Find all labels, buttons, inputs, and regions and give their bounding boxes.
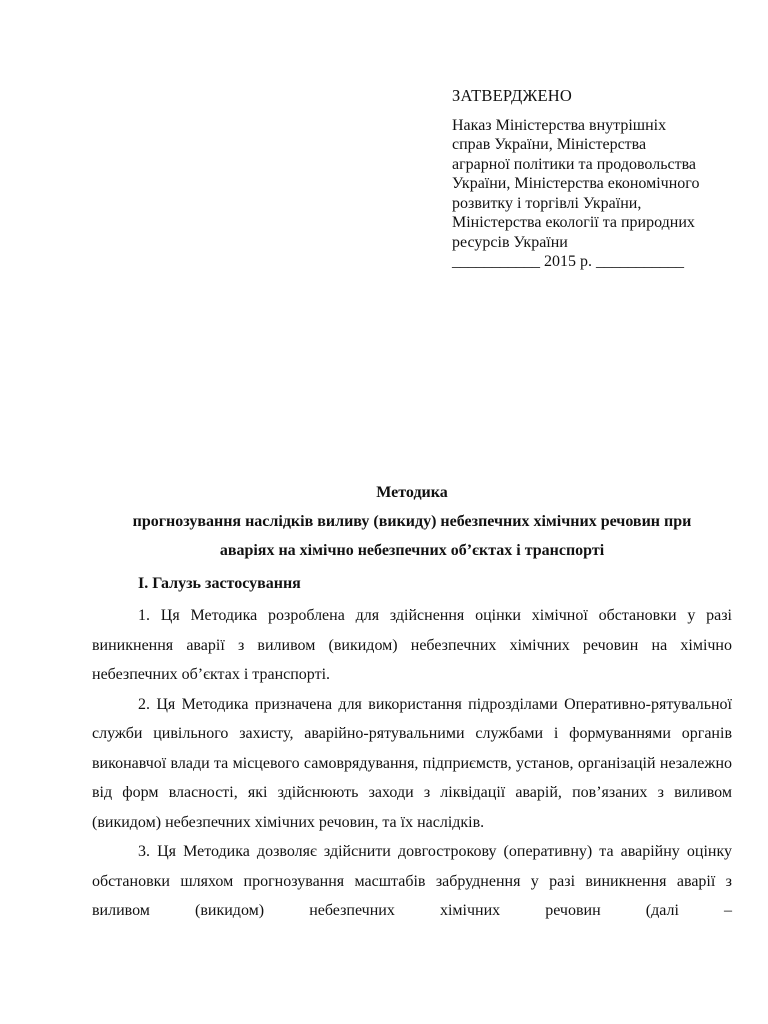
- approval-line: Міністерства екології та природних: [452, 214, 695, 231]
- approval-line: України, Міністерства економічного: [452, 175, 700, 192]
- approval-line: аграрної політики та продовольства: [452, 155, 697, 173]
- approval-line: розвитку і торгівлі України,: [452, 194, 642, 212]
- section-heading: І. Галузь застосування: [138, 575, 301, 592]
- document-title: [92, 478, 732, 565]
- approval-stamp-block: [452, 86, 742, 272]
- title-line-2: прогнозування наслідків виливу (викиду) небезпечних хімічних речовин при: [132, 513, 692, 530]
- approval-line: Наказ Міністерства внутрішніх: [452, 116, 667, 134]
- paragraph-2: 2. Ця Методика призначена для використання підрозділами Оперативно-рятувальної служби цивільного захисту, аварійно-рятувальними службами і формуваннями органів виконавчої влади та місцевого самоврядування, підприємств, установ, організацій незалежно від форм власності, які здійснюють заходи з ліквідації аварій, пов’язаних з виливом (викидом) небезпечних хімічних речовин, та їх наслідків.: [92, 695, 732, 831]
- body-text: [92, 601, 732, 926]
- paragraph-3: 3. Ця Методика дозволяє здійснити довгострокову (оперативну) та аварійну оцінку обстановки шляхом прогнозування масштабів забруднення у разі виникнення аварії з виливом (викидом) небезпечних хімічних речовин (далі –: [92, 843, 732, 919]
- paragraph-1: 1. Ця Методика розроблена для здійснення оцінки хімічної обстановки у разі виникнення аварії з виливом (викидом) небезпечних хімічних речовин на хімічно небезпечних об’єктах і транспорті.: [92, 607, 732, 683]
- title-line-1: Методика: [376, 484, 448, 501]
- approval-line: ресурсів України: [452, 233, 568, 251]
- approved-label: ЗАТВЕРДЖЕНО: [452, 86, 572, 105]
- approval-date-line: ___________ 2015 р. ___________: [452, 253, 684, 270]
- title-line-3: аваріях на хімічно небезпечних об’єктах і транспорті: [219, 542, 605, 559]
- approval-line: справ України, Міністерства: [452, 136, 647, 153]
